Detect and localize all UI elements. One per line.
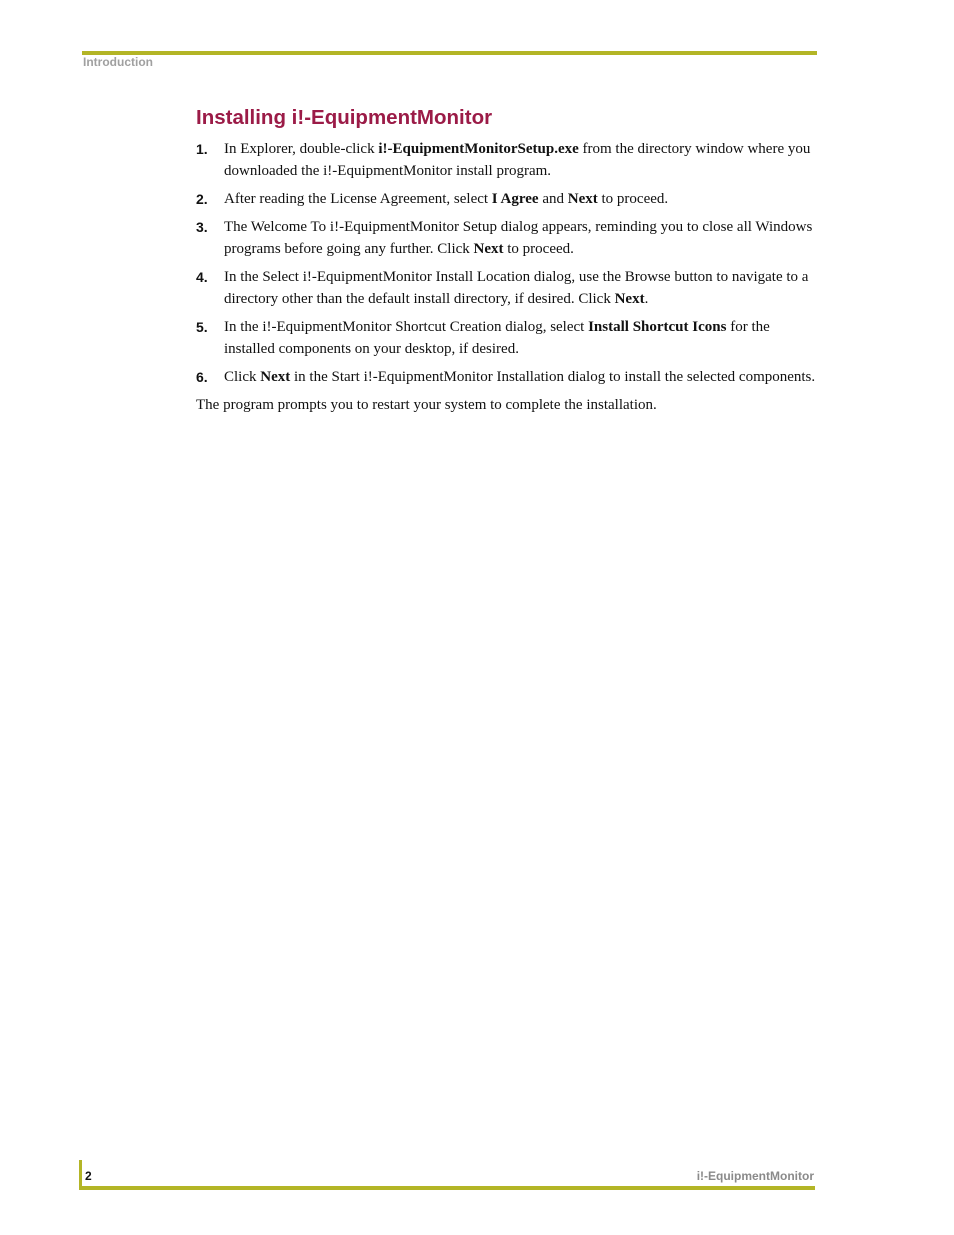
step-item bbox=[196, 266, 816, 310]
step-text: from the directory window where you downloaded the i!-EquipmentMonitor install program. bbox=[224, 141, 811, 179]
step-text: to proceed. bbox=[503, 241, 574, 257]
step-text: to proceed. bbox=[597, 191, 669, 207]
step-number: 6. bbox=[196, 369, 208, 385]
step-text: Click bbox=[224, 369, 261, 385]
step-item bbox=[196, 316, 816, 360]
footer-doc-title: i!-EquipmentMonitor bbox=[696, 1169, 814, 1183]
step-emphasis: i!-EquipmentMonitorSetup.exe bbox=[378, 141, 579, 157]
step-text: In Explorer, double-click bbox=[224, 141, 379, 157]
step-emphasis: Next bbox=[614, 291, 645, 307]
step-emphasis: Install Shortcut Icons bbox=[588, 319, 727, 335]
step-text: In the i!-EquipmentMonitor Shortcut Creation dialog, select bbox=[224, 319, 589, 335]
step-text: . bbox=[644, 291, 649, 307]
running-header-section: Introduction bbox=[83, 55, 153, 69]
step-emphasis: Next bbox=[260, 369, 291, 385]
step-emphasis: Next bbox=[473, 241, 504, 257]
step-item bbox=[196, 138, 816, 182]
step-number: 1. bbox=[196, 141, 208, 157]
main-content bbox=[196, 104, 816, 416]
step-number: 2. bbox=[196, 191, 208, 207]
step-item bbox=[196, 188, 816, 210]
step-item bbox=[196, 216, 816, 260]
step-number: 5. bbox=[196, 319, 208, 335]
step-emphasis: Next bbox=[567, 191, 598, 207]
step-text: for the installed components on your desktop, if desired. bbox=[224, 319, 770, 357]
step-emphasis: I Agree bbox=[491, 191, 539, 207]
step-text: The Welcome To i!-EquipmentMonitor Setup dialog appears, reminding you to close all Windows programs before going any further. Click bbox=[224, 219, 813, 257]
closing-paragraph: The program prompts you to restart your system to complete the installation. bbox=[196, 397, 657, 413]
step-number: 4. bbox=[196, 269, 208, 285]
section-title: Installing i!-EquipmentMonitor bbox=[196, 106, 493, 129]
footer-rule bbox=[79, 1186, 815, 1190]
header-rule bbox=[82, 51, 817, 55]
step-text: in the Start i!-EquipmentMonitor Installation dialog to install the selected components. bbox=[290, 369, 816, 385]
step-text: and bbox=[538, 191, 568, 207]
step-text: In the Select i!-EquipmentMonitor Install Location dialog, use the Browse button to navigate to a directory other than the default install directory, if desired. Click bbox=[224, 269, 809, 307]
install-steps-list bbox=[196, 138, 816, 388]
page-number: 2 bbox=[85, 1169, 92, 1183]
step-number: 3. bbox=[196, 219, 208, 235]
step-text: After reading the License Agreement, select bbox=[224, 191, 492, 207]
step-item bbox=[196, 366, 816, 388]
